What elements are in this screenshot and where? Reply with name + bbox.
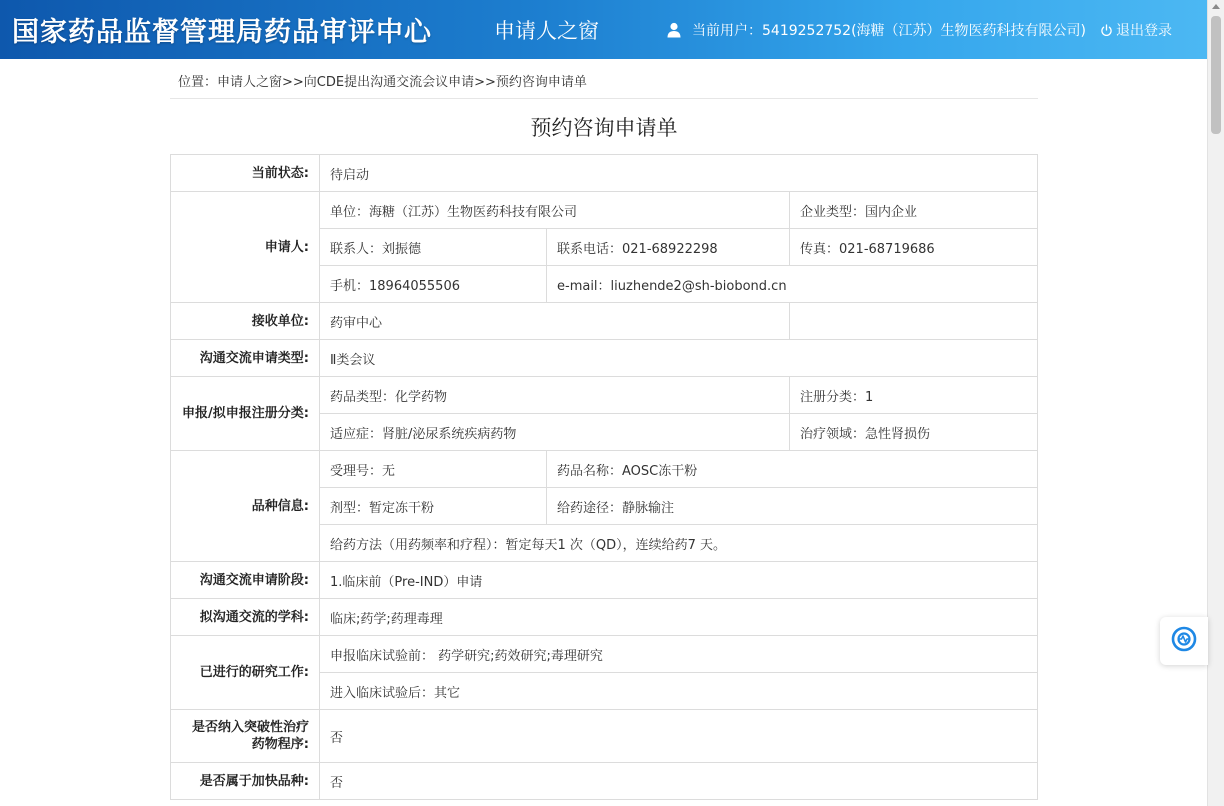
drug-name-value: 药品名称：AOSC冻干粉 [547, 451, 1038, 488]
table-row [171, 763, 1038, 800]
logout-button[interactable] [1100, 20, 1172, 40]
table-row [171, 340, 1038, 377]
accept-no-value: 受理号：无 [320, 451, 547, 488]
application-form-table [170, 154, 1038, 800]
email-value: e-mail：liuzhende2@sh-biobond.cn [547, 266, 1038, 303]
receiver-value: 药审中心 [320, 303, 790, 340]
table-row [171, 599, 1038, 636]
scrollbar-thumb[interactable] [1211, 16, 1221, 134]
table-row [171, 710, 1038, 763]
table-row [171, 451, 1038, 488]
logout-label: 退出登录 [1116, 23, 1172, 39]
receiver-label: 接收单位: [171, 303, 320, 340]
table-row [171, 377, 1038, 414]
route-value: 给药途径：静脉输注 [547, 488, 1038, 525]
comm-type-value: Ⅱ类会议 [320, 340, 1038, 377]
breadcrumb-divider [170, 98, 1038, 99]
power-icon [1100, 24, 1113, 37]
sub-title: 申请人之窗 [494, 19, 599, 43]
contact-value: 联系人：刘振德 [320, 229, 547, 266]
indication-value: 适应症：肾脏/泌尿系统疾病药物 [320, 414, 790, 451]
breadcrumb[interactable]: 位置：申请人之窗>>向CDE提出沟通交流会议申请>>预约咨询申请单 [178, 75, 587, 90]
company-type-value: 企业类型：国内企业 [790, 192, 1038, 229]
table-row [171, 562, 1038, 599]
dosing-value: 给药方法（用药频率和疗程）：暂定每天1 次（QD），连续给药7 天。 [320, 525, 1038, 562]
scroll-up-arrow-icon[interactable] [1212, 4, 1220, 9]
receiver-empty-cell [790, 303, 1038, 340]
support-icon [1170, 625, 1198, 657]
status-value: 待启动 [320, 155, 1038, 192]
user-icon [666, 22, 682, 38]
mobile-value: 手机：18964055506 [320, 266, 547, 303]
fax-value: 传真：021-68719686 [790, 229, 1038, 266]
reg-class-value: 注册分类：1 [790, 377, 1038, 414]
research-after-value: 进入临床试验后：其它 [320, 673, 1038, 710]
disciplines-label: 拟沟通交流的学科: [171, 599, 320, 636]
therapy-area-value: 治疗领域：急性肾损伤 [790, 414, 1038, 451]
dosage-form-value: 剂型：暂定冻干粉 [320, 488, 547, 525]
stage-label: 沟通交流申请阶段: [171, 562, 320, 599]
comm-type-label: 沟通交流申请类型: [171, 340, 320, 377]
table-row [171, 636, 1038, 673]
header-bar [0, 0, 1208, 59]
applicant-label: 申请人: [171, 192, 320, 303]
floating-support-widget[interactable] [1160, 617, 1208, 665]
breakthrough-value: 否 [320, 710, 1038, 763]
disciplines-value: 临床;药学;药理毒理 [320, 599, 1038, 636]
status-label: 当前状态: [171, 155, 320, 192]
variety-label: 品种信息: [171, 451, 320, 562]
phone-value: 联系电话：021-68922298 [547, 229, 790, 266]
accelerated-label: 是否属于加快品种: [171, 763, 320, 800]
vertical-scrollbar[interactable] [1207, 0, 1224, 806]
drug-type-value: 药品类型：化学药物 [320, 377, 790, 414]
user-area [666, 20, 1172, 40]
table-row [171, 155, 1038, 192]
breakthrough-label: 是否纳入突破性治疗药物程序: [171, 710, 320, 763]
stage-value: 1.临床前（Pre-IND）申请 [320, 562, 1038, 599]
research-label: 已进行的研究工作: [171, 636, 320, 710]
form-title: 预约咨询申请单 [530, 116, 678, 140]
accelerated-value: 否 [320, 763, 1038, 800]
table-row [171, 192, 1038, 229]
reg-class-label: 申报/拟申报注册分类: [171, 377, 320, 451]
research-before-value: 申报临床试验前： 药学研究;药效研究;毒理研究 [320, 636, 1038, 673]
table-row [171, 303, 1038, 340]
unit-value: 单位：海糖（江苏）生物医药科技有限公司 [320, 192, 790, 229]
current-user-text: 当前用户：5419252752(海糖（江苏）生物医药科技有限公司) [692, 23, 1086, 39]
site-title: 国家药品监督管理局药品审评中心 [12, 17, 432, 48]
